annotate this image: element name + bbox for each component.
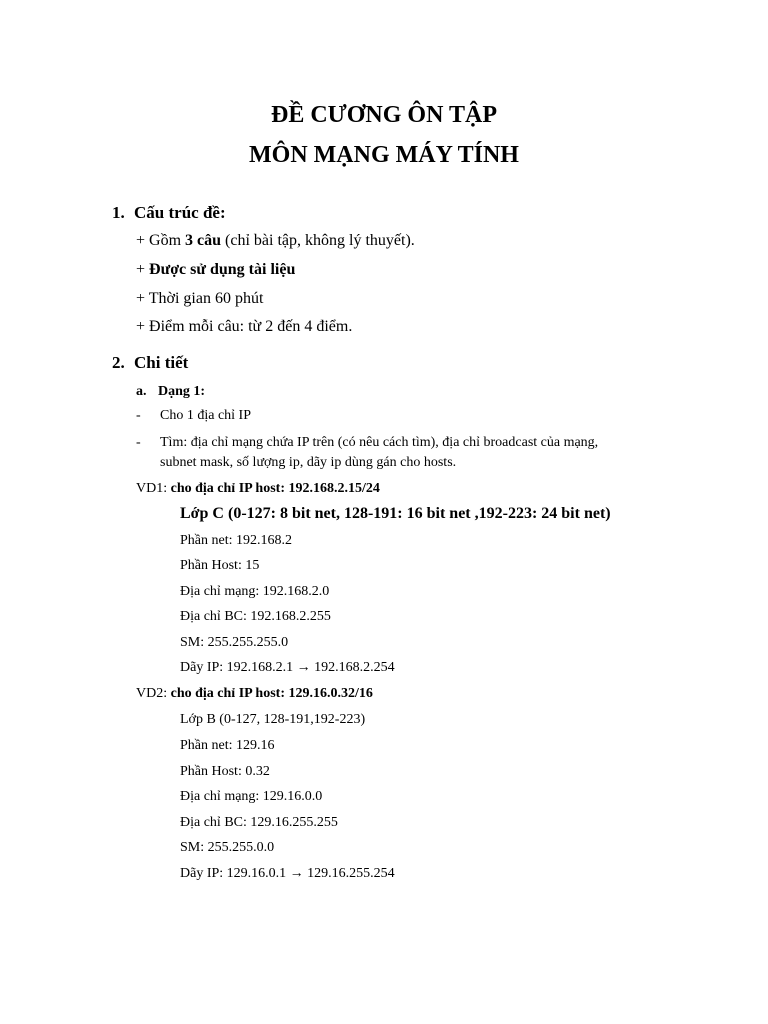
subsection-a-title: Dạng 1: xyxy=(158,384,206,399)
item-2-text-a: + xyxy=(136,261,150,278)
vd1-range-start: Dãy IP: 192.168.2.1 xyxy=(180,660,297,675)
section-1-number: 1. xyxy=(112,203,125,222)
vd1-label: cho địa chỉ IP host: 192.168.2.15/24 xyxy=(170,481,380,496)
vd2-ip-range xyxy=(180,866,395,882)
arrow-right-icon: → xyxy=(296,660,311,675)
section-1-heading xyxy=(112,203,226,223)
vd2-label: cho địa chỉ IP host: 129.16.0.32/16 xyxy=(170,686,373,701)
vd1-host: Phần Host: 15 xyxy=(180,558,260,573)
bullet-dash: - xyxy=(136,408,141,423)
subsection-a-label: a. xyxy=(136,384,147,399)
vd2-host: Phần Host: 0.32 xyxy=(180,764,270,779)
vd1-broadcast-address: Địa chỉ BC: 192.168.2.255 xyxy=(180,609,331,624)
section-1-title: Cấu trúc đề: xyxy=(134,203,226,222)
title-line-2: MÔN MẠNG MÁY TÍNH xyxy=(249,142,519,168)
bullet-dash: - xyxy=(136,435,141,450)
vd2-network-address: Địa chỉ mạng: 129.16.0.0 xyxy=(180,789,323,804)
subsection-a-heading xyxy=(136,384,205,400)
item-1-text-a: + Gồm xyxy=(136,232,186,249)
vd2-subnet-mask: SM: 255.255.0.0 xyxy=(180,840,275,855)
vd1-class-line: Lớp C (0-127: 8 bit net, 128-191: 16 bit net ,192-223: 24 bit net) xyxy=(180,505,611,522)
section-2-title: Chi tiết xyxy=(134,353,189,372)
vd1-net: Phần net: 192.168.2 xyxy=(180,533,292,548)
bullet-1-text: Cho 1 địa chỉ IP xyxy=(160,408,251,423)
arrow-right-icon: → xyxy=(289,866,304,881)
vd2-class-line: Lớp B (0-127, 128-191,192-223) xyxy=(180,712,366,727)
vd2-net: Phần net: 129.16 xyxy=(180,738,275,753)
vd2-broadcast-address: Địa chỉ BC: 129.16.255.255 xyxy=(180,815,338,830)
title-line-1: ĐỀ CƯƠNG ÔN TẬP xyxy=(270,102,497,128)
item-1-text-bold: 3 câu xyxy=(185,232,222,249)
item-1-text-c: (chỉ bài tập, không lý thuyết). xyxy=(221,232,415,249)
section-2-number: 2. xyxy=(112,353,125,372)
section-1-item-3: + Thời gian 60 phút xyxy=(136,290,264,307)
section-2-heading xyxy=(112,353,188,373)
vd1-range-end: 192.168.2.254 xyxy=(310,660,395,675)
section-1-item-4: + Điểm mỗi câu: từ 2 đến 4 điểm. xyxy=(136,318,353,335)
vd1-ip-range xyxy=(180,660,395,676)
vd1-heading xyxy=(136,481,380,497)
section-1-item-2 xyxy=(136,261,295,279)
bullet-1 xyxy=(136,408,251,424)
vd2-range-start: Dãy IP: 129.16.0.1 xyxy=(180,866,290,881)
vd1-prefix: VD1: xyxy=(136,481,171,496)
vd2-prefix: VD2: xyxy=(136,686,171,701)
bullet-2 xyxy=(136,435,598,451)
vd2-range-end: 129.16.255.254 xyxy=(303,866,395,881)
vd2-heading xyxy=(136,686,373,702)
vd1-subnet-mask: SM: 255.255.255.0 xyxy=(180,635,289,650)
item-2-text-bold: Được sử dụng tài liệu xyxy=(149,261,296,278)
bullet-2-text-line-2: subnet mask, số lượng ip, dãy ip dùng gán cho hosts. xyxy=(160,455,457,470)
section-1-item-1 xyxy=(136,232,415,250)
vd1-network-address: Địa chỉ mạng: 192.168.2.0 xyxy=(180,584,330,599)
bullet-2-text-line-1: Tìm: địa chỉ mạng chứa IP trên (có nêu cách tìm), địa chỉ broadcast của mạng, xyxy=(160,435,599,450)
